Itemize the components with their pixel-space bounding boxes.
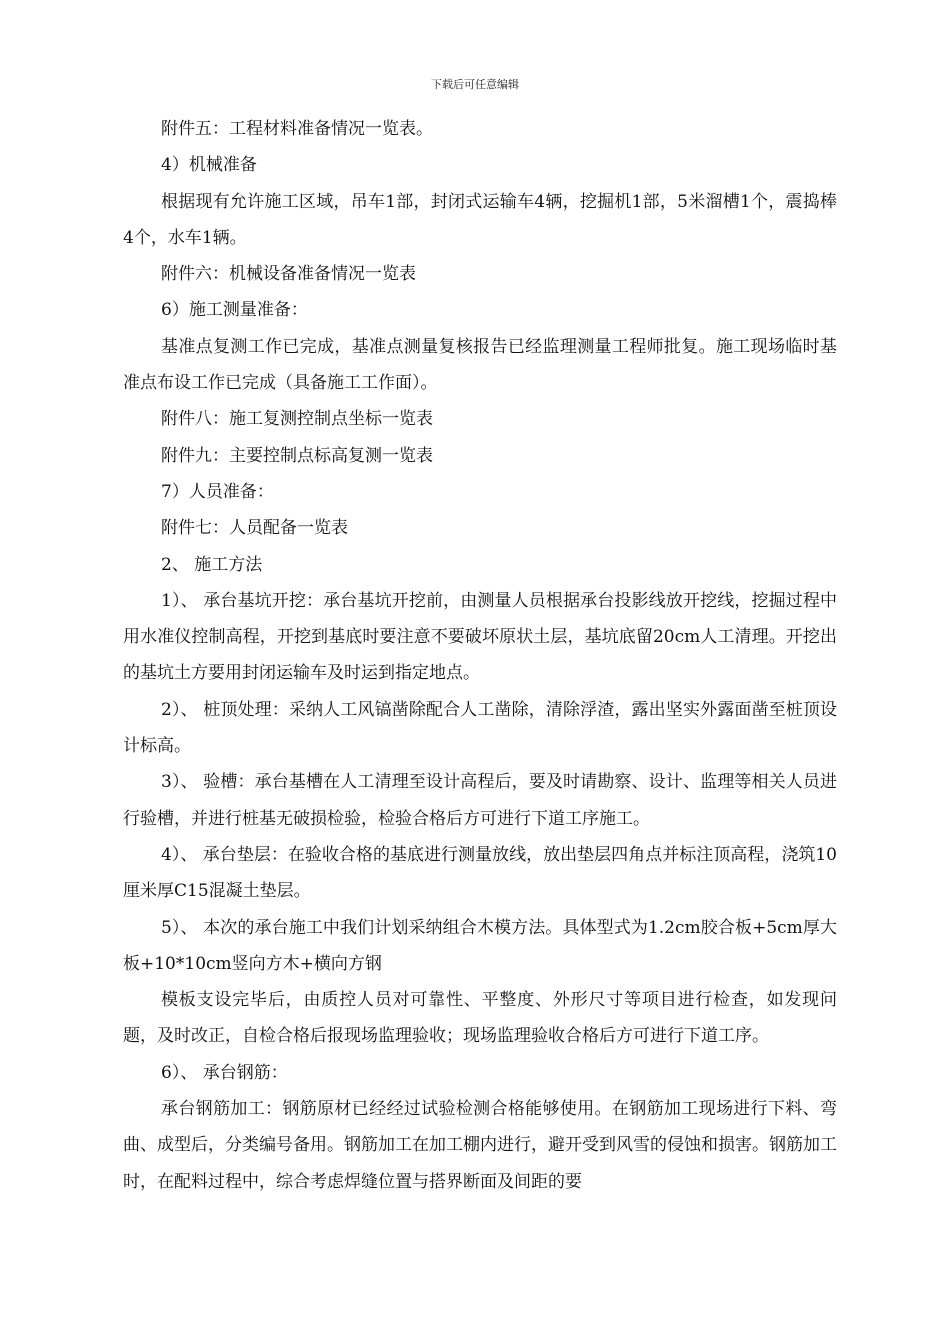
paragraph: 附件六：机械设备准备情况一览表 <box>161 264 416 285</box>
paragraph: 5）、 本次的承台施工中我们计划采纳组合木模方法。具体型式为1.2cm胶合板+5cm厚大板+10*10cm竖向方木+横向方钢 <box>123 917 837 974</box>
paragraph: 附件八：施工复测控制点坐标一览表 <box>161 409 433 430</box>
paragraph: 根据现有允许施工区域，吊车1部，封闭式运输车4辆，挖掘机1部，5米溜槽1个，震捣棒4个，水车1辆。 <box>123 191 837 248</box>
paragraph: 附件五：工程材料准备情况一览表。 <box>161 119 433 139</box>
paragraph: 1）、 承台基坑开挖：承台基坑开挖前，由测量人员根据承台投影线放开挖线，挖掘过程中用水准仪控制高程，开挖到基底时要注意不要破坏原状土层，基坑底留20cm人工清理。开挖出的基坑土方要用封闭运输车及时运到指定地点。 <box>123 590 837 684</box>
paragraph: 附件九：主要控制点标高复测一览表 <box>161 445 433 466</box>
paragraph: 附件七：人员配备一览表 <box>161 518 348 539</box>
section-heading: 6）施工测量准备： <box>161 300 308 321</box>
paragraph: 基准点复测工作已完成，基准点测量复核报告已经监理测量工程师批复。施工现场临时基准点布设工作已完成（具备施工工作面）。 <box>123 336 837 394</box>
section-heading: 6）、 承台钢筋： <box>161 1062 288 1083</box>
paragraph: 4）、 承台垫层：在验收合格的基底进行测量放线，放出垫层四角点并标注顶高程，浇筑10厘米厚C15混凝土垫层。 <box>123 844 837 902</box>
section-heading: 2、 施工方法 <box>161 554 263 575</box>
paragraph: 2）、 桩顶处理：采纳人工风镐凿除配合人工凿除，清除浮渣，露出坚实外露面凿至桩顶设计标高。 <box>123 699 837 757</box>
section-heading: 7）人员准备： <box>161 481 274 502</box>
section-heading: 4）机械准备 <box>161 155 257 176</box>
paragraph: 3）、 验槽：承台基槽在人工清理至设计高程后，要及时请勘察、设计、监理等相关人员进行验槽，并进行桩基无破损检验，检验合格后方可进行下道工序施工。 <box>123 772 837 829</box>
paragraph: 模板支设完毕后，由质控人员对可靠性、平整度、外形尺寸等项目进行检查，如发现问题，及时改正，自检合格后报现场监理验收；现场监理验收合格后方可进行下道工序。 <box>123 990 837 1047</box>
document-body <box>123 111 837 1200</box>
page-header: 下载后可任意编辑 <box>431 78 519 91</box>
paragraph: 承台钢筋加工：钢筋原材已经经过试验检测合格能够使用。在钢筋加工现场进行下料、弯曲、成型后，分类编号备用。钢筋加工在加工棚内进行，避开受到风雪的侵蚀和损害。钢筋加工时，在配料过程中，综合考虑焊缝位置与搭界断面及间距的要 <box>123 1099 837 1192</box>
